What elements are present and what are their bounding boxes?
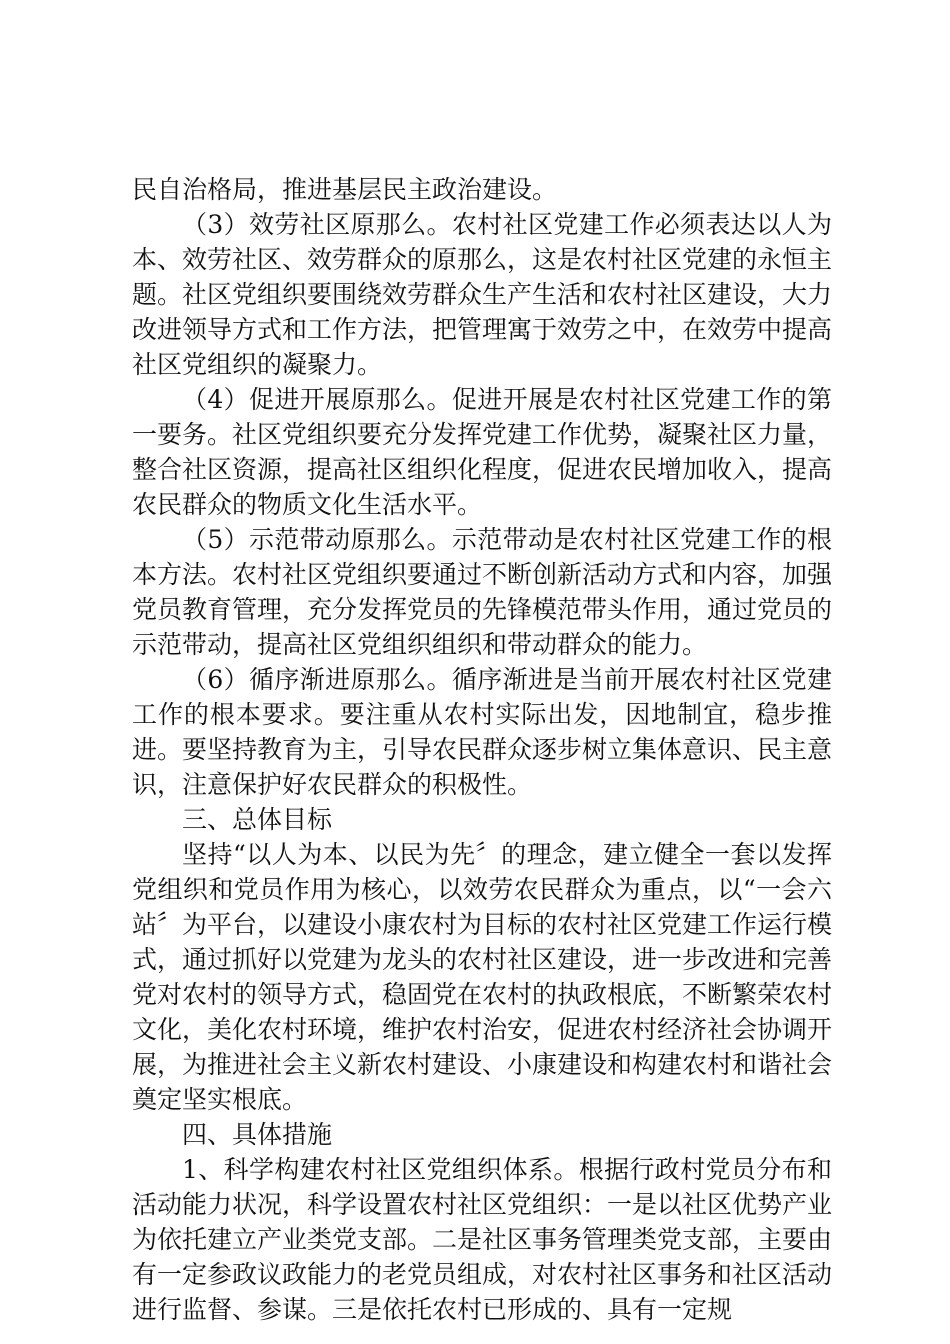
section-heading-goals: 三、总体目标 <box>182 805 333 834</box>
paragraph-continuation: 民自治格局，推进基层民主政治建设。 <box>132 175 558 204</box>
paragraph-measure-1: 1、科学构建农村社区党组织体系。根据行政村党员分布和活动能力状况，科学设置农村社区党组织：一是以社区优势产业为依托建立产业类党支部。二是社区事务管理类党支部，主要由有一定参政议政能力的老党员组成，对农村社区事务和社区活动进行监督、参谋。三是依托农村已形成的、具有一定规 <box>132 1155 833 1324</box>
document-body <box>132 172 832 1327</box>
section-heading-measures: 四、具体措施 <box>182 1120 333 1149</box>
paragraph-principle-6: （6）循序渐进原那么。循序渐进是当前开展农村社区党建工作的根本要求。要注重从农村实际出发，因地制宜，稳步推进。要坚持教育为主，引导农民群众逐步树立集体意识、民主意识，注意保护好农民群众的积极性。 <box>132 665 833 799</box>
paragraph-principle-4: （4）促进开展原那么。促进开展是农村社区党建工作的第一要务。社区党组织要充分发挥党建工作优势，凝聚社区力量，整合社区资源，提高社区组织化程度，促进农民增加收入，提高农民群众的物质文化生活水平。 <box>132 385 833 519</box>
paragraph-principle-5: （5）示范带动原那么。示范带动是农村社区党建工作的根本方法。农村社区党组织要通过不断创新活动方式和内容，加强党员教育管理，充分发挥党员的先锋模范带头作用，通过党员的示范带动，提高社区党组织组织和带动群众的能力。 <box>132 525 833 659</box>
paragraph-goals: 坚持“以人为本、以民为先〞的理念，建立健全一套以发挥党组织和党员作用为核心，以效劳农民群众为重点，以“一会六站〞为平台，以建设小康农村为目标的农村社区党建工作运行模式，通过抓好以党建为龙头的农村社区建设，进一步改进和完善党对农村的领导方式，稳固党在农村的执政根底，不断繁荣农村文化，美化农村环境，维护农村治安，促进农村经济社会协调开展，为推进社会主义新农村建设、小康建设和构建农村和谐社会奠定坚实根底。 <box>132 840 833 1114</box>
paragraph-principle-3: （3）效劳社区原那么。农村社区党建工作必须表达以人为本、效劳社区、效劳群众的原那么，这是农村社区党建的永恒主题。社区党组织要围绕效劳群众生产生活和农村社区建设，大力改进领导方式和工作方法，把管理寓于效劳之中，在效劳中提高社区党组织的凝聚力。 <box>132 210 833 379</box>
